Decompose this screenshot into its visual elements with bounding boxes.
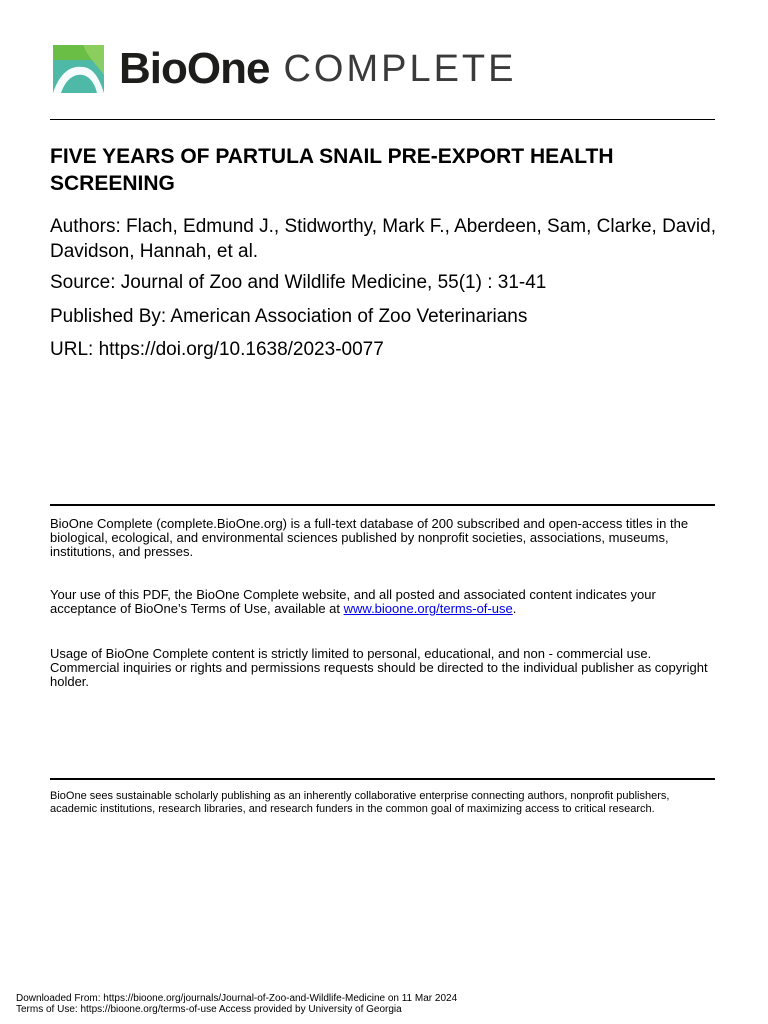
article-url: URL: https://doi.org/10.1638/2023-0077 [50,339,384,360]
terms-notice-end: . [512,601,517,616]
middle-divider [50,504,715,506]
terms-of-use-link[interactable]: www.bioone.org/terms-of-use [343,601,513,616]
bioone-complete-logo [53,44,517,94]
bioone-statement: BioOne sees sustainable scholarly publishing as an inherently collaborative enterprise connecting authors, nonprofit publishers, academic institutions, research libraries, and research funders in the common goal of maximizing access to critical research. [50,790,670,815]
logo-product-text: COMPLETE [283,48,517,90]
downloaded-from-line: Downloaded From: https://bioone.org/journals/Journal-of-Zoo-and-Wildlife-Medicine on 11 Mar 2024 [16,993,458,1004]
article-title: FIVE YEARS OF PARTULA SNAIL PRE-EXPORT HEALTH SCREENING [50,145,614,195]
bioone-logo-icon [53,45,104,93]
article-source: Source: Journal of Zoo and Wildlife Medicine, 55(1) : 31-41 [50,272,547,293]
terms-notice-text: Your use of this PDF, the BioOne Complete website, and all posted and associated content indicates your acceptance of BioOne’s Terms of Use, available at [50,587,656,616]
bottom-divider [50,778,715,780]
download-info [16,993,457,1015]
database-notice: BioOne Complete (complete.BioOne.org) is a full-text database of 200 subscribed and open-access titles in the biological, ecological, and environmental sciences published by nonprofit societies, associations, museums, institutions, and presses. [50,516,689,559]
terms-notice [50,588,715,616]
top-divider [50,119,715,120]
article-publisher: Published By: American Association of Zoo Veterinarians [50,306,528,327]
usage-notice: Usage of BioOne Complete content is strictly limited to personal, educational, and non - commercial use. Commercial inquiries or rights and permissions requests should be directed to the individual publisher as copyright holder. [50,646,708,689]
terms-of-use-line: Terms of Use: https://bioone.org/terms-of-use Access provided by University of Georgia [16,1004,402,1015]
article-authors: Authors: Flach, Edmund J., Stidworthy, Mark F., Aberdeen, Sam, Clarke, David, Davidson, Hannah, et al. [50,216,716,262]
logo-brand-text: BioOne [119,44,270,93]
